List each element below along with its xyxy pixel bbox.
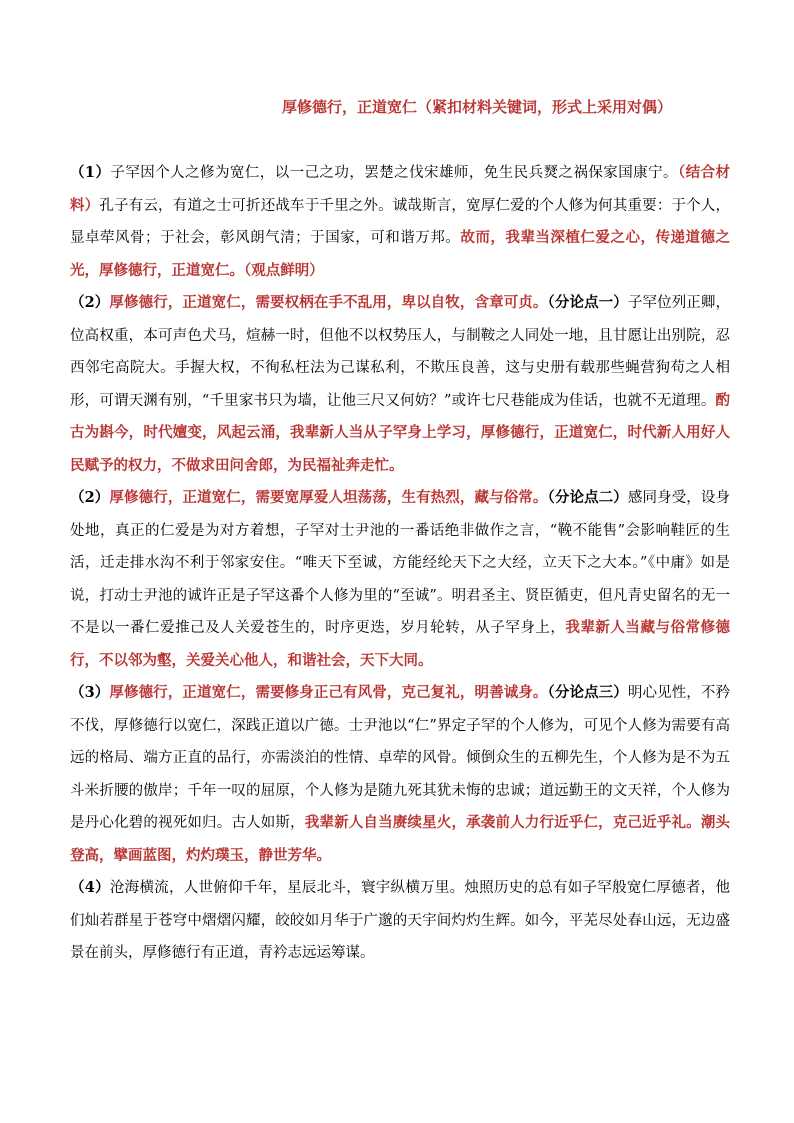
sub-argument-statement: 厚修德行，正道宽仁，需要宽厚爱人坦荡荡，生有热烈，藏与俗常。 <box>109 489 548 506</box>
conclusion-statement: 我辈新人自当赓续星火，承袭前人力行近乎仁，克己近乎礼。潮头登高，擘画蓝图，灼灼璞玉，静世芳华。 <box>70 814 731 864</box>
paragraph-number: （1） <box>70 164 111 181</box>
annotation-note: （分论点三） <box>547 684 628 701</box>
paragraph-4 <box>70 677 730 872</box>
sub-argument-statement: 厚修德行，正道宽仁，需要修身正己有风骨，克己复礼，明善诚身。 <box>109 684 548 701</box>
conclusion-statement: 我辈新人当藏与俗常修德行，不以邻为壑，关爱关心他人，和谐社会，天下大同。 <box>70 619 731 669</box>
paragraph-text: 子罕位列正卿，位高权重，本可声色犬马，煊赫一时，但他不以权势压人，与制鞍之人同处一地，且甘愿让出别院，忍西邻宅高院大。手握大权，不徇私枉法为己谋私利，不欺压良善，这与史册有载那些蝇营狗苟之人相形，可谓天渊有别，“千里家书只为墙，让他三尺又何妨？”或许七尺巷能成为佳话，也就不无道理。 <box>70 295 731 409</box>
paragraph-number: （2） <box>70 489 110 506</box>
paragraph-5 <box>70 872 730 970</box>
paragraph-3 <box>70 482 730 677</box>
thesis-statement: 故而，我辈当深植仁爱之心，传递道德之光，厚修德行，正道宽仁。 <box>70 229 731 279</box>
paragraph-text: 子罕因个人之修为宽仁，以一己之功，罢楚之伐宋雄师，免生民兵燹之祸保家国康宁。 <box>110 165 678 181</box>
paragraph-1 <box>70 157 730 287</box>
paragraph-number: （4） <box>70 879 110 896</box>
annotation-note: （分论点二） <box>547 489 628 506</box>
paragraph-text: 感同身受，设身处地，真正的仁爱是为对方着想，子罕对士尹池的一番话绝非做作之言，“鞔不能售”会影响鞋匠的生活，迁走排水沟不利于邻家安住。“唯天下至诚，方能经纶天下之大经，立天下之大本。”《中庸》如是说，打动士尹池的诚许正是子罕这番个人修为里的“至诚”。明君圣主、贤臣循吏，但凡青史留名的无一不是以一番仁爱推己及人关爱苍生的，时序更迭，岁月轮转，从子罕身上， <box>70 490 731 636</box>
essay-title: 厚修德行，正道宽仁（紧扣材料关键词，形式上采用对偶） <box>282 98 673 116</box>
paragraph-number: （3） <box>70 684 110 701</box>
paragraph-text: 明心见性，不矜不伐，厚修德行以宽仁，深践正道以广德。士尹池以“仁”界定子罕的个人修为，可见个人修为需要有高远的格局、端方正直的品行，亦需淡泊的性情、卓荦的风骨。倾倒众生的五柳先生，个人修为是不为五斗米折腰的傲岸；千年一叹的屈原，个人修为是随九死其犹未悔的忠诚；道远勤王的文天祥，个人修为是丹心化碧的视死如归。古人如斯， <box>70 685 731 831</box>
paragraph-text: 沧海横流，人世俯仰千年，星辰北斗，寰宇纵横万里。烛照历史的总有如子罕般宽仁厚德者，他们灿若群星于苍穹中熠熠闪耀，皎皎如月华于广邈的天宇间灼灼生辉。如今，平芜尽处春山远，无边盛景在前头，厚修德行有正道，青衿志远运筹谋。 <box>70 880 730 961</box>
annotation-note: （分论点一） <box>547 294 628 311</box>
sub-argument-statement: 厚修德行，正道宽仁，需要权柄在手不乱用，卑以自牧，含章可贞。 <box>109 294 548 311</box>
paragraph-number: （2） <box>70 294 110 311</box>
document-page <box>70 96 730 970</box>
annotation-note: （观点鲜明） <box>244 261 324 279</box>
conclusion-statement: 酌古为斟今，时代嬗变，风起云涌，我辈新人当从子罕身上学习，厚修德行，正道宽仁，时代新人用好人民赋予的权力，不做求田问舍郎，为民福祉奔走忙。 <box>70 391 730 474</box>
paragraph-2 <box>70 287 730 482</box>
paragraph-text: 孔子有云，有道之士可折还战车于千里之外。诚哉斯言，宽厚仁爱的个人修为何其重要：于个人，显卓荦风骨；于社会，彰风朗气清；于国家，可和谐万邦。 <box>70 197 730 246</box>
annotation-note: （结合材料） <box>70 164 731 214</box>
